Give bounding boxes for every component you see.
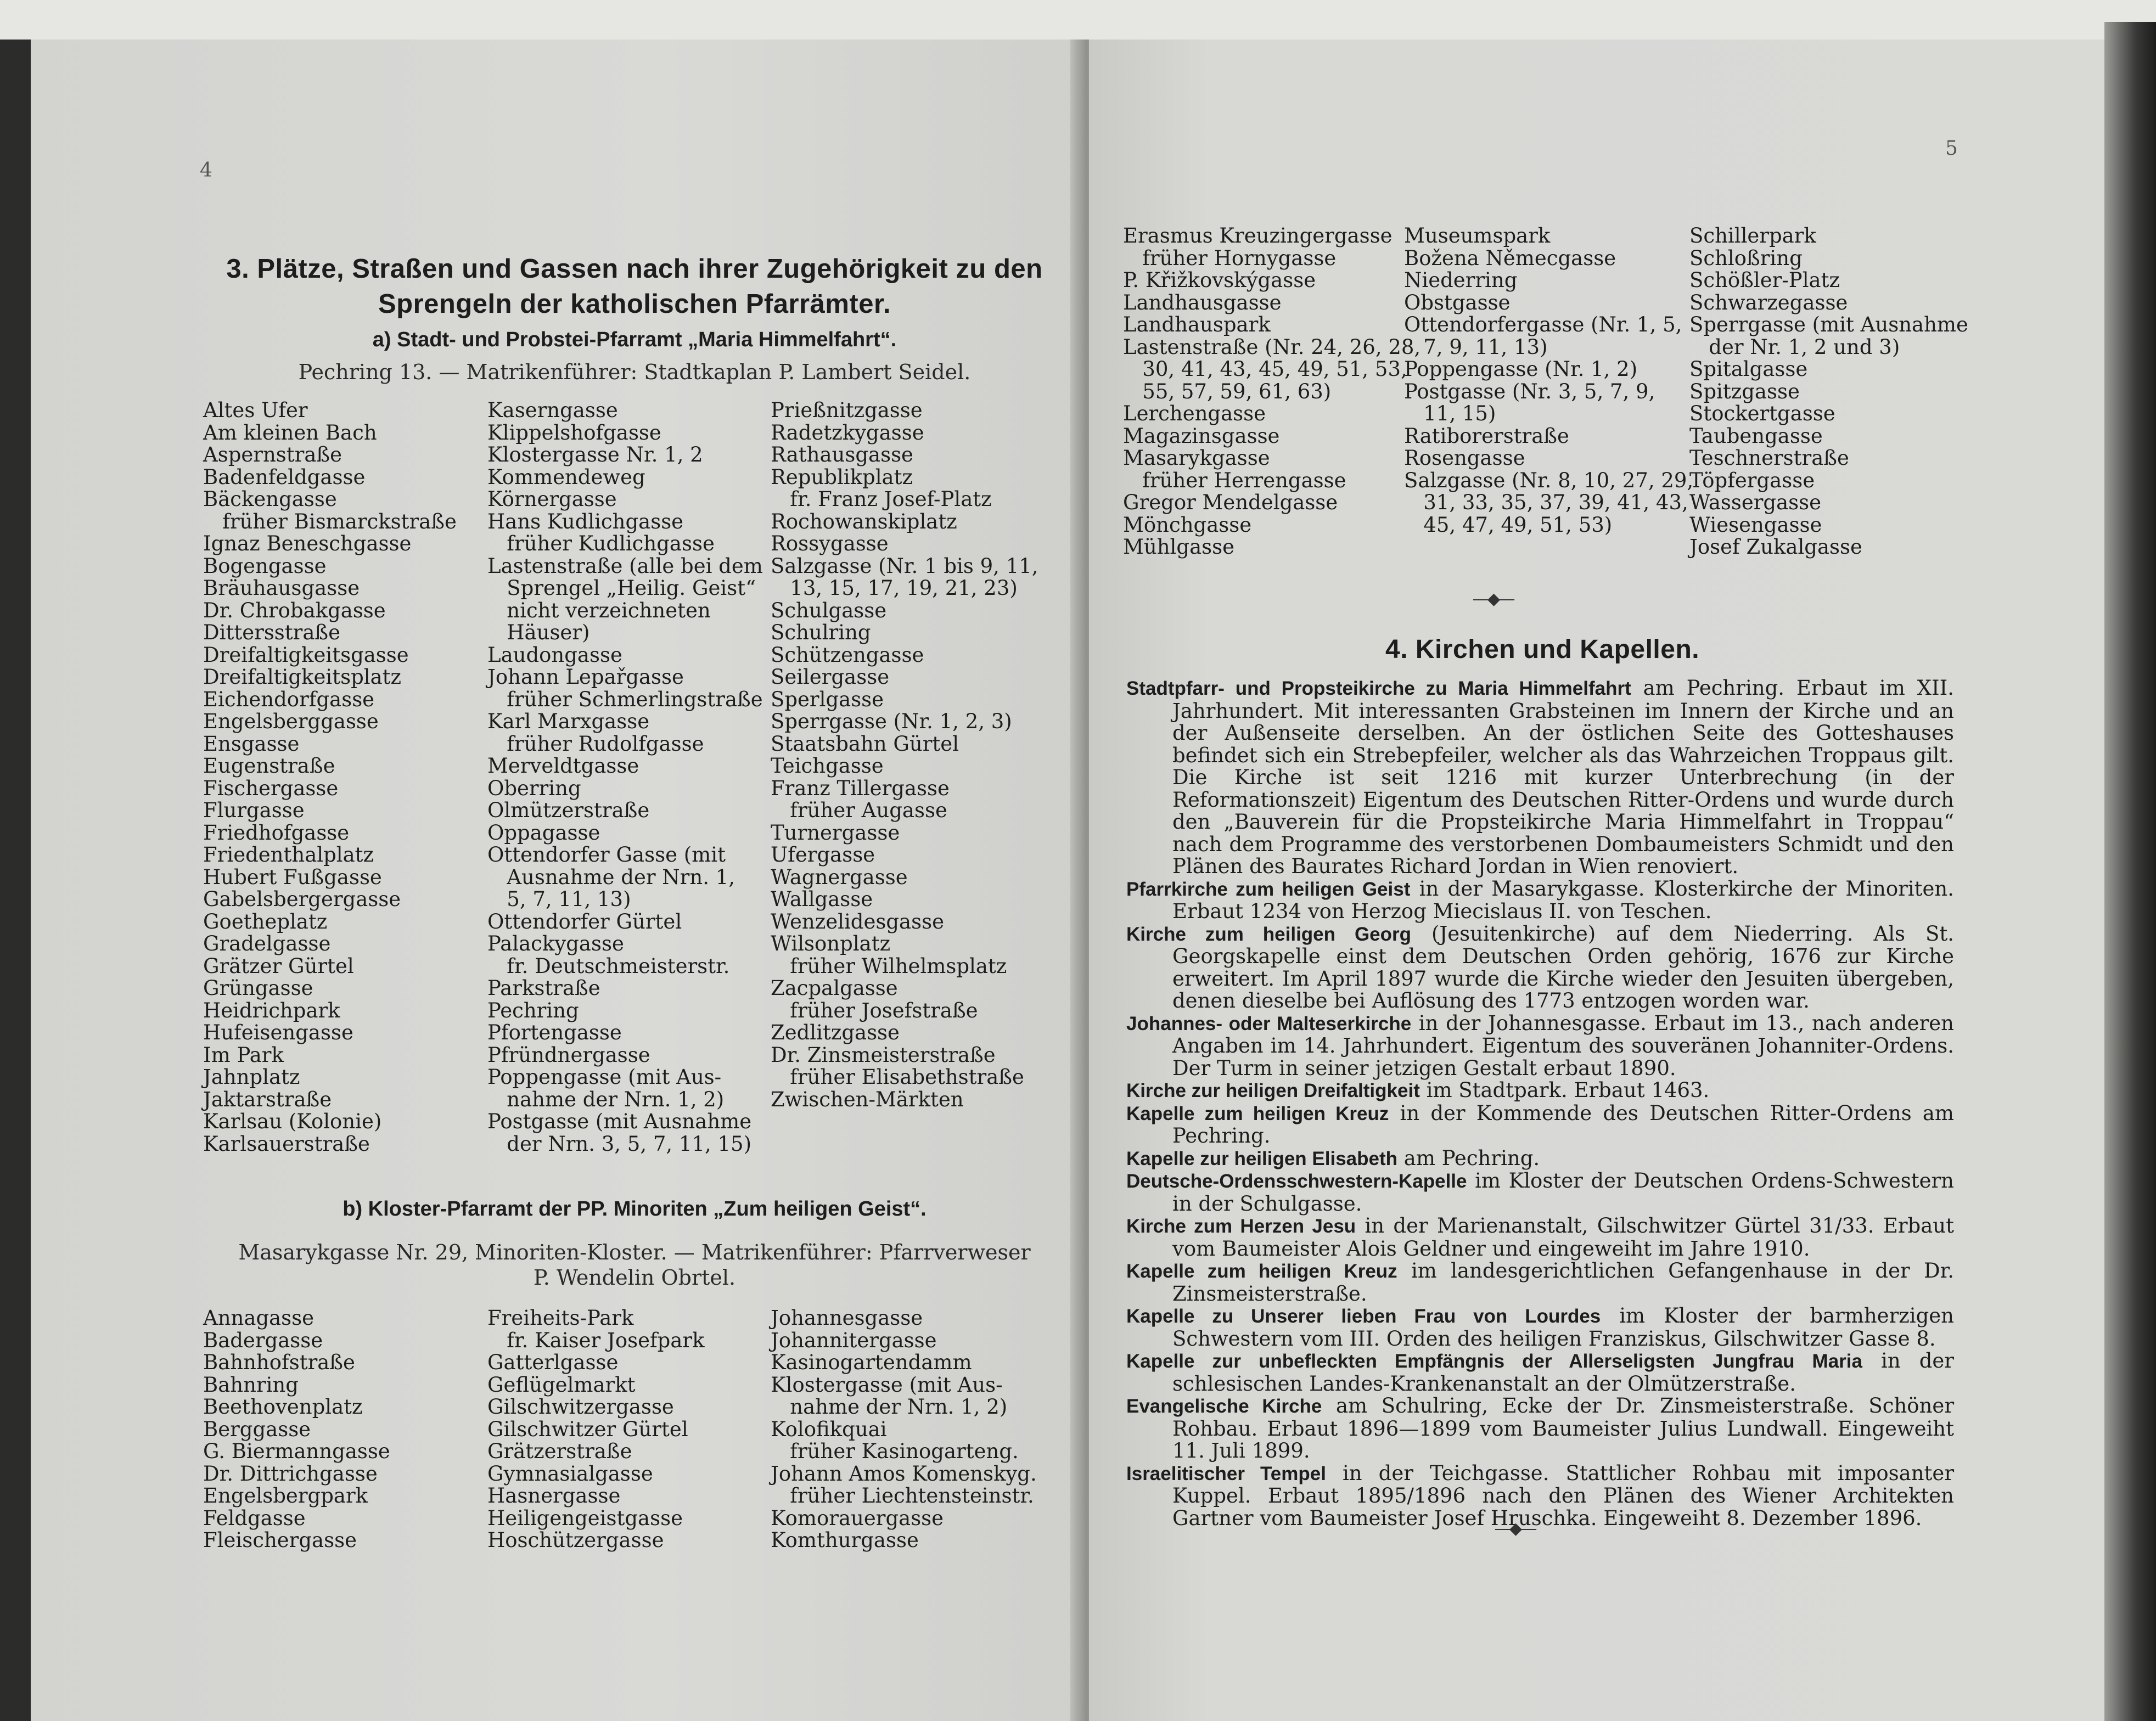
street-entry: Heiligengeistgasse xyxy=(487,1506,683,1530)
church-entry xyxy=(1126,1463,1954,1530)
section-a-info: Pechring 13. — Matrikenführer: Stadtkaplan P. Lambert Seidel. xyxy=(298,360,971,384)
street-entry: Landhauspark xyxy=(1123,313,1271,336)
street-entry: Wilsonplatz xyxy=(771,932,891,955)
streets-col3 xyxy=(1689,225,1968,559)
street-entry: nahme der Nrn. 1, 2) xyxy=(487,1087,725,1111)
street-entry: Gregor Mendelgasse xyxy=(1123,491,1338,514)
street-entry: früher Elisabethstraße xyxy=(771,1065,1024,1089)
street-entry: 30, 41, 43, 45, 49, 51, 53, xyxy=(1123,357,1407,381)
church-entry xyxy=(1126,923,1954,1013)
street-entry: 55, 57, 59, 61, 63) xyxy=(1123,379,1332,403)
church-name: Israelitischer Tempel xyxy=(1126,1463,1326,1484)
street-entry: Komorauergasse xyxy=(771,1506,944,1530)
street-entry: Klostergasse Nr. 1, 2 xyxy=(487,443,703,466)
book-edge xyxy=(2104,22,2156,1721)
church-description: in der Masarykgasse. Klosterkirche der Minoriten. Erbaut 1234 von Herzog Miecislaus II. von Teschen. xyxy=(1172,876,1954,923)
street-entry: früher Hornygasse xyxy=(1123,246,1337,270)
street-entry: Lastenstraße (alle bei dem xyxy=(487,554,763,578)
street-entry: Magazinsgasse xyxy=(1123,424,1280,448)
church-description: in der schlesischen Landes-Krankenanstalt an der Olmützerstraße. xyxy=(1172,1349,1954,1396)
page-number: 4 xyxy=(200,159,212,182)
section-b-title: b) Kloster-Pfarramt der PP. Minoriten „Zum heiligen Geist“. xyxy=(343,1197,927,1221)
street-entry: Gatterlgasse xyxy=(487,1351,619,1374)
street-entry: Bahnhofstraße xyxy=(203,1351,355,1374)
street-entry: Klippelshofgasse xyxy=(487,420,661,445)
street-entry: Wenzelidesgasse xyxy=(771,909,944,933)
street-entry: Josef Zukalgasse xyxy=(1689,535,1862,559)
street-entry: 11, 15) xyxy=(1404,402,1496,425)
street-entry: früher Herrengasse xyxy=(1123,468,1346,492)
street-entry: Pechring xyxy=(487,998,579,1022)
street-entry: Staatsbahn Gürtel xyxy=(771,732,959,756)
street-entry: Kasinogartendamm xyxy=(771,1351,972,1374)
section-b-info: Masarykgasse Nr. 29, Minoriten-Kloster. — Matrikenführer: Pfarrverweser xyxy=(238,1240,1031,1264)
street-entry: nicht verzeichneten xyxy=(487,598,711,622)
street-entry: Beethovenplatz xyxy=(203,1395,363,1419)
church-name: Kirche zur heiligen Dreifaltigkeit xyxy=(1126,1080,1420,1101)
street-entry: Franz Tillergasse xyxy=(771,776,950,800)
street-entry: Bahnring xyxy=(203,1373,299,1397)
street-entry: Klostergasse (mit Aus- xyxy=(771,1373,1003,1397)
street-entry: Sperlgasse xyxy=(771,687,884,711)
street-entry: Johannesgasse xyxy=(771,1306,923,1330)
street-entry: Oppagasse xyxy=(487,820,600,845)
street-entry: Im Park xyxy=(203,1043,284,1067)
church-name: Johannes- oder Malteserkirche xyxy=(1126,1013,1412,1034)
church-entry xyxy=(1126,1170,1954,1215)
street-entry: Bäckengasse xyxy=(203,487,337,511)
street-entry: Ottendorfergasse (Nr. 1, 5, xyxy=(1404,313,1682,336)
church-name: Kirche zum heiligen Georg xyxy=(1126,923,1412,945)
street-entry: Postgasse (Nr. 3, 5, 7, 9, xyxy=(1404,379,1655,403)
street-entry: Engelsbergpark xyxy=(203,1484,368,1508)
street-entry: Grätzer Gürtel xyxy=(203,954,354,978)
street-entry: Hubert Fußgasse xyxy=(203,865,382,889)
section-a-col1 xyxy=(203,400,457,1155)
church-name: Kapelle zur heiligen Elisabeth xyxy=(1126,1148,1398,1169)
street-entry: Rathausgasse xyxy=(771,443,913,466)
church-entry xyxy=(1126,1148,1954,1171)
street-entry: Prießnitzgasse xyxy=(771,398,923,422)
street-entry: Töpfergasse xyxy=(1689,468,1815,492)
street-entry: Gabelsbergergasse xyxy=(203,887,401,911)
street-entry: Schößler-Platz xyxy=(1689,268,1840,292)
street-entry: Hasnergasse xyxy=(487,1484,621,1508)
street-entry: 7, 9, 11, 13) xyxy=(1404,335,1548,359)
street-entry: Wassergasse xyxy=(1689,491,1822,514)
street-entry: Kolofikquai xyxy=(771,1417,887,1441)
street-entry: fr. Franz Josef-Platz xyxy=(771,487,992,511)
street-entry: Spitalgasse xyxy=(1689,357,1808,381)
street-entry: Teschnerstraße xyxy=(1689,446,1849,470)
street-entry: Obstgasse xyxy=(1404,290,1511,314)
church-entry xyxy=(1126,1350,1954,1395)
church-entry xyxy=(1126,1103,1954,1148)
divider-ornament-bottom xyxy=(1495,1519,1534,1538)
street-entry: Jaktarstraße xyxy=(203,1087,332,1111)
street-entry: Schwarzegasse xyxy=(1689,290,1848,314)
street-entry: Sperrgasse (Nr. 1, 2, 3) xyxy=(771,710,1012,733)
street-entry: Ensgasse xyxy=(203,732,300,756)
section-a-col2 xyxy=(487,400,763,1155)
church-description: im Stadtpark. Erbaut 1463. xyxy=(1419,1078,1710,1102)
street-entry: Geflügelmarkt xyxy=(487,1373,636,1397)
street-entry: früher Bismarckstraße xyxy=(203,509,457,533)
street-entry: Hans Kudlichgasse xyxy=(487,509,684,533)
church-entry xyxy=(1126,677,1954,878)
street-entry: Kommendeweg xyxy=(487,465,645,489)
street-entry: Salzgasse (Nr. 8, 10, 27, 29, xyxy=(1404,468,1694,492)
street-entry: Dr. Dittrichgasse xyxy=(203,1461,378,1486)
street-entry: Freiheits-Park xyxy=(487,1306,634,1330)
street-entry: Bogengasse xyxy=(203,554,327,578)
left-page xyxy=(31,40,1083,1721)
street-entry: Rosengasse xyxy=(1404,446,1525,470)
street-entry: Pfründnergasse xyxy=(487,1043,650,1067)
street-entry: Taubengasse xyxy=(1689,424,1823,448)
divider-ornament xyxy=(1473,589,1512,609)
right-page xyxy=(1089,40,2104,1721)
street-entry: Lerchengasse xyxy=(1123,402,1266,425)
street-entry: früher Josefstraße xyxy=(771,998,978,1022)
street-entry: Schulgasse xyxy=(771,598,887,622)
street-entry: Olmützerstraße xyxy=(487,798,650,822)
street-entry: Johannitergasse xyxy=(771,1328,937,1352)
street-entry: Gymnasialgasse xyxy=(487,1461,653,1486)
church-description: im landesgerichtlichen Gefangenhause in der Dr. Zinsmeisterstraße. xyxy=(1172,1259,1955,1306)
street-entry: Dittersstraße xyxy=(203,621,341,644)
street-entry: der Nr. 1, 2 und 3) xyxy=(1689,335,1900,359)
street-entry: Goetheplatz xyxy=(203,909,328,933)
street-entry: Radetzkygasse xyxy=(771,420,924,445)
church-entry xyxy=(1126,1395,1954,1463)
street-entry: Masarykgasse xyxy=(1123,446,1270,470)
street-entry: Grüngasse xyxy=(203,976,313,1000)
street-entry: Teichgasse xyxy=(771,754,884,778)
section-b-col3 xyxy=(771,1307,1037,1552)
street-entry: nahme der Nrn. 1, 2) xyxy=(771,1395,1008,1419)
street-entry: Häuser) xyxy=(487,621,590,644)
section-heading: 3. Plätze, Straßen und Gassen nach ihrer Zugehörigkeit zu den Sprengeln der katholischen Pfarrämter. xyxy=(226,254,1043,319)
street-entry: Stockertgasse xyxy=(1689,402,1835,425)
street-entry: Niederring xyxy=(1404,268,1518,292)
street-entry: Schillerpark xyxy=(1689,224,1816,248)
street-entry: 31, 33, 35, 37, 39, 41, 43, xyxy=(1404,491,1688,514)
street-entry: Körnergasse xyxy=(487,487,617,511)
church-name: Stadtpfarr- und Propsteikirche zu Maria Himmelfahrt xyxy=(1126,678,1631,699)
street-entry: Bräuhausgasse xyxy=(203,576,360,600)
street-entry: fr. Kaiser Josefpark xyxy=(487,1328,705,1352)
street-entry: Erasmus Kreuzingergasse xyxy=(1123,224,1393,248)
church-entry xyxy=(1126,1215,1954,1260)
street-entry: Heidrichpark xyxy=(203,998,340,1022)
street-entry: Karl Marxgasse xyxy=(487,710,650,733)
street-entry: P. Křižkovskýgasse xyxy=(1123,268,1316,292)
church-entry xyxy=(1126,1305,1954,1350)
street-entry: Zwischen-Märkten xyxy=(771,1087,964,1111)
street-entry: Zedlitzgasse xyxy=(771,1021,900,1044)
street-entry: Dr. Chrobakgasse xyxy=(203,598,386,622)
street-entry: Seilergasse xyxy=(771,665,890,689)
street-entry: Engelsberggasse xyxy=(203,710,379,733)
street-entry: 45, 47, 49, 51, 53) xyxy=(1404,513,1613,537)
street-entry: Aspernstraße xyxy=(203,443,343,466)
street-entry: Pfortengasse xyxy=(487,1021,622,1044)
street-entry: Dr. Zinsmeisterstraße xyxy=(771,1043,996,1067)
street-entry: Ignaz Beneschgasse xyxy=(203,532,412,555)
street-entry: Rochowanskiplatz xyxy=(771,509,957,533)
street-entry: Wallgasse xyxy=(771,887,873,911)
street-entry: Poppengasse (Nr. 1, 2) xyxy=(1404,357,1638,381)
street-entry: Dreifaltigkeitsgasse xyxy=(203,643,409,667)
street-entry: Badergasse xyxy=(203,1328,323,1352)
street-entry: Landhausgasse xyxy=(1123,290,1282,314)
church-name: Kapelle zu Unserer lieben Frau von Lourdes xyxy=(1126,1306,1601,1327)
street-entry: Spitzgasse xyxy=(1689,379,1800,403)
street-entry: Mühlgasse xyxy=(1123,535,1234,559)
street-entry: Mönchgasse xyxy=(1123,513,1252,537)
street-entry: Sperrgasse (mit Ausnahme xyxy=(1689,313,1968,336)
street-entry: Lastenstraße (Nr. 24, 26, 28, xyxy=(1123,335,1421,359)
churches-heading: 4. Kirchen und Kapellen. xyxy=(1385,635,1700,664)
church-description: am Pechring. Erbaut im XII. Jahrhundert. Mit interessanten Grabsteinen im Innern der Kirche und an der Außenseite derselben. An der östlichen Seite des Gotteshauses befindet sich ein Strebepfeiler, welcher als das Wahrzeichen Troppaus gilt. Die Kirche ist seit 1216 mit kurzer Unterbrechung (in der Reformationszeit) Eigentum des Deutschen Ritter-Ordens und wurde durch den „Bauverein für die Propsteikirche Maria Himmelfahrt in Troppau“ nach dem Programme des verstorbenen Dombaumeisters Schmidt und den Plänen des Baurates Richard Jordan in Wien renoviert. xyxy=(1172,676,1954,878)
section-b-info-2: P. Wendelin Obrtel. xyxy=(533,1266,736,1290)
church-description: am Schulring, Ecke der Dr. Zinsmeisterstraße. Schöner Rohbau. Erbaut 1896—1899 vom Baumeister Julius Lundwall. Eingeweiht 11. Juli 1899. xyxy=(1172,1394,1955,1463)
church-entry xyxy=(1126,1013,1954,1080)
church-name: Kapelle zur unbefleckten Empfängnis der Allerseligsten Jungfrau Maria xyxy=(1126,1351,1862,1372)
church-description: am Pechring. xyxy=(1397,1146,1540,1170)
section-a-col3 xyxy=(771,400,1038,1111)
streets-col1 xyxy=(1123,225,1421,559)
street-entry: Fleischergasse xyxy=(203,1528,357,1552)
church-description: in der Johannesgasse. Erbaut im 13., nach anderen Angaben im 14. Jahrhundert. Eigentum des souveränen Johanniter-Ordens. Der Turm in seiner jetzigen Gestalt erbaut 1890. xyxy=(1172,1011,1954,1080)
street-entry: Gilschwitzergasse xyxy=(487,1395,674,1419)
street-entry: Oberring xyxy=(487,776,581,800)
street-entry: der Nrn. 3, 5, 7, 11, 15) xyxy=(487,1132,752,1156)
street-entry: Ratiborerstraße xyxy=(1404,424,1569,448)
street-entry: Am kleinen Bach xyxy=(203,420,377,445)
street-entry: Republikplatz xyxy=(771,465,913,489)
church-name: Pfarrkirche zum heiligen Geist xyxy=(1126,878,1411,900)
section-a-title: a) Stadt- und Probstei-Pfarramt „Maria Himmelfahrt“. xyxy=(372,328,897,351)
church-name: Kapelle zum heiligen Kreuz xyxy=(1126,1103,1389,1124)
street-entry: Grätzerstraße xyxy=(487,1439,632,1463)
street-entry: Komthurgasse xyxy=(771,1528,919,1552)
church-name: Deutsche-Ordensschwestern-Kapelle xyxy=(1126,1171,1467,1192)
street-entry: Postgasse (mit Ausnahme xyxy=(487,1110,752,1133)
street-entry: Museumspark xyxy=(1404,224,1551,248)
church-entry xyxy=(1126,878,1954,923)
street-entry: Parkstraße xyxy=(487,976,600,1000)
street-entry: Karlsauerstraße xyxy=(203,1132,370,1156)
street-entry: Badenfeldgasse xyxy=(203,465,366,489)
street-entry: fr. Deutschmeisterstr. xyxy=(487,954,730,978)
street-entry: Palackygasse xyxy=(487,932,624,955)
street-entry: Karlsau (Kolonie) xyxy=(203,1110,382,1133)
street-entry: Jahnplatz xyxy=(203,1065,300,1089)
street-entry: 5, 7, 11, 13) xyxy=(487,887,631,911)
street-entry: Berggasse xyxy=(203,1417,311,1441)
streets-col2 xyxy=(1404,225,1693,536)
church-description: in der Marienanstalt, Gilschwitzer Gürtel 31/33. Erbaut vom Baumeister Alois Geldner und eingeweiht im Jahre 1910. xyxy=(1172,1214,1954,1261)
section-b-col1 xyxy=(203,1307,390,1552)
street-entry: Friedhofgasse xyxy=(203,820,350,845)
church-name: Kirche zum Herzen Jesu xyxy=(1126,1216,1356,1237)
church-entry xyxy=(1126,1079,1954,1103)
street-entry: Schloßring xyxy=(1689,246,1803,270)
street-entry: Gradelgasse xyxy=(203,932,331,955)
street-entry: Salzgasse (Nr. 1 bis 9, 11, xyxy=(771,554,1038,578)
street-entry: Ottendorfer Gürtel xyxy=(487,909,682,933)
church-name: Kapelle zum heiligen Kreuz xyxy=(1126,1261,1397,1282)
street-entry: früher Kudlichgasse xyxy=(487,532,715,555)
church-name: Evangelische Kirche xyxy=(1126,1396,1322,1417)
church-description: in der Kommende des Deutschen Ritter-Ordens am Pechring. xyxy=(1172,1101,1954,1148)
street-entry: Wagnergasse xyxy=(771,865,908,889)
street-entry: früher Wilhelmsplatz xyxy=(771,954,1007,978)
street-entry: Poppengasse (mit Aus- xyxy=(487,1065,722,1089)
street-entry: früher Liechtensteinstr. xyxy=(771,1484,1034,1508)
church-description: im Kloster der barmherzigen Schwestern vom III. Orden des heiligen Franziskus, Gilschwitzer Gasse 8. xyxy=(1172,1304,1954,1351)
street-entry: früher Augasse xyxy=(771,798,947,822)
church-description: im Kloster der Deutschen Ordens-Schwestern in der Schulgasse. xyxy=(1172,1169,1954,1216)
street-entry: Fischergasse xyxy=(203,776,339,800)
street-entry: Annagasse xyxy=(203,1306,315,1330)
street-entry: Flurgasse xyxy=(203,798,305,822)
street-entry: früher Kasinogarteng. xyxy=(771,1439,1019,1463)
street-entry: Johann Lepařgasse xyxy=(487,665,684,689)
street-entry: früher Schmerlingstraße xyxy=(487,687,763,711)
street-entry: G. Biermanngasse xyxy=(203,1439,390,1463)
street-entry: Kaserngasse xyxy=(487,398,618,422)
street-entry: Merveldtgasse xyxy=(487,754,639,778)
church-entries xyxy=(1126,677,1954,1529)
street-entry: Hufeisengasse xyxy=(203,1021,353,1044)
street-entry: Ufergasse xyxy=(771,843,875,867)
street-entry: Ottendorfer Gasse (mit xyxy=(487,843,726,867)
street-entry: Johann Amos Komenskyg. xyxy=(771,1461,1037,1486)
street-entry: Ausnahme der Nrn. 1, xyxy=(487,865,735,889)
street-entry: Friedenthalplatz xyxy=(203,843,374,867)
section-b-col2 xyxy=(487,1307,705,1552)
church-description: in der Teichgasse. Stattlicher Rohbau mit imposanter Kuppel. Erbaut 1895/1896 nach den Plänen des Wiener Architekten Gartner vom Baumeister Josef Hruschka. Eingeweiht 8. Dezember 1896. xyxy=(1172,1461,1955,1530)
street-entry: Božena Němecgasse xyxy=(1404,246,1616,270)
street-entry: Wiesengasse xyxy=(1689,513,1822,537)
street-entry: Turnergasse xyxy=(771,820,900,845)
church-description: (Jesuitenkirche) auf dem Niederring. Als St. Georgskapelle einst dem Deutschen Orden gehörig, 1676 zur Kirche erweitert. Im April 1897 wurde die Kirche wieder den Jesuiten übergeben, denen dieselbe bei Auflösung des 1773 entzogen worden war. xyxy=(1172,921,1954,1013)
street-entry: Zacpalgasse xyxy=(771,976,898,1000)
street-entry: Eichendorfgasse xyxy=(203,687,375,711)
street-entry: Hoschützergasse xyxy=(487,1528,664,1552)
street-entry: Sprengel „Heilig. Geist“ xyxy=(487,576,756,600)
church-entry xyxy=(1126,1260,1954,1305)
street-entry: Laudongasse xyxy=(487,643,622,667)
street-entry: früher Rudolfgasse xyxy=(487,732,704,756)
street-entry: Dreifaltigkeitsplatz xyxy=(203,665,402,689)
street-entry: Schulring xyxy=(771,621,871,644)
street-entry: Eugenstraße xyxy=(203,754,335,778)
street-entry: Gilschwitzer Gürtel xyxy=(487,1417,688,1441)
scan-top-strip xyxy=(0,0,2156,40)
street-entry: Rossygasse xyxy=(771,532,889,555)
street-entry: Schützengasse xyxy=(771,643,924,667)
street-entry: Altes Ufer xyxy=(203,398,308,422)
street-entry: Feldgasse xyxy=(203,1506,306,1530)
page-number: 5 xyxy=(1945,137,1958,160)
street-entry: 13, 15, 17, 19, 21, 23) xyxy=(771,576,1018,600)
